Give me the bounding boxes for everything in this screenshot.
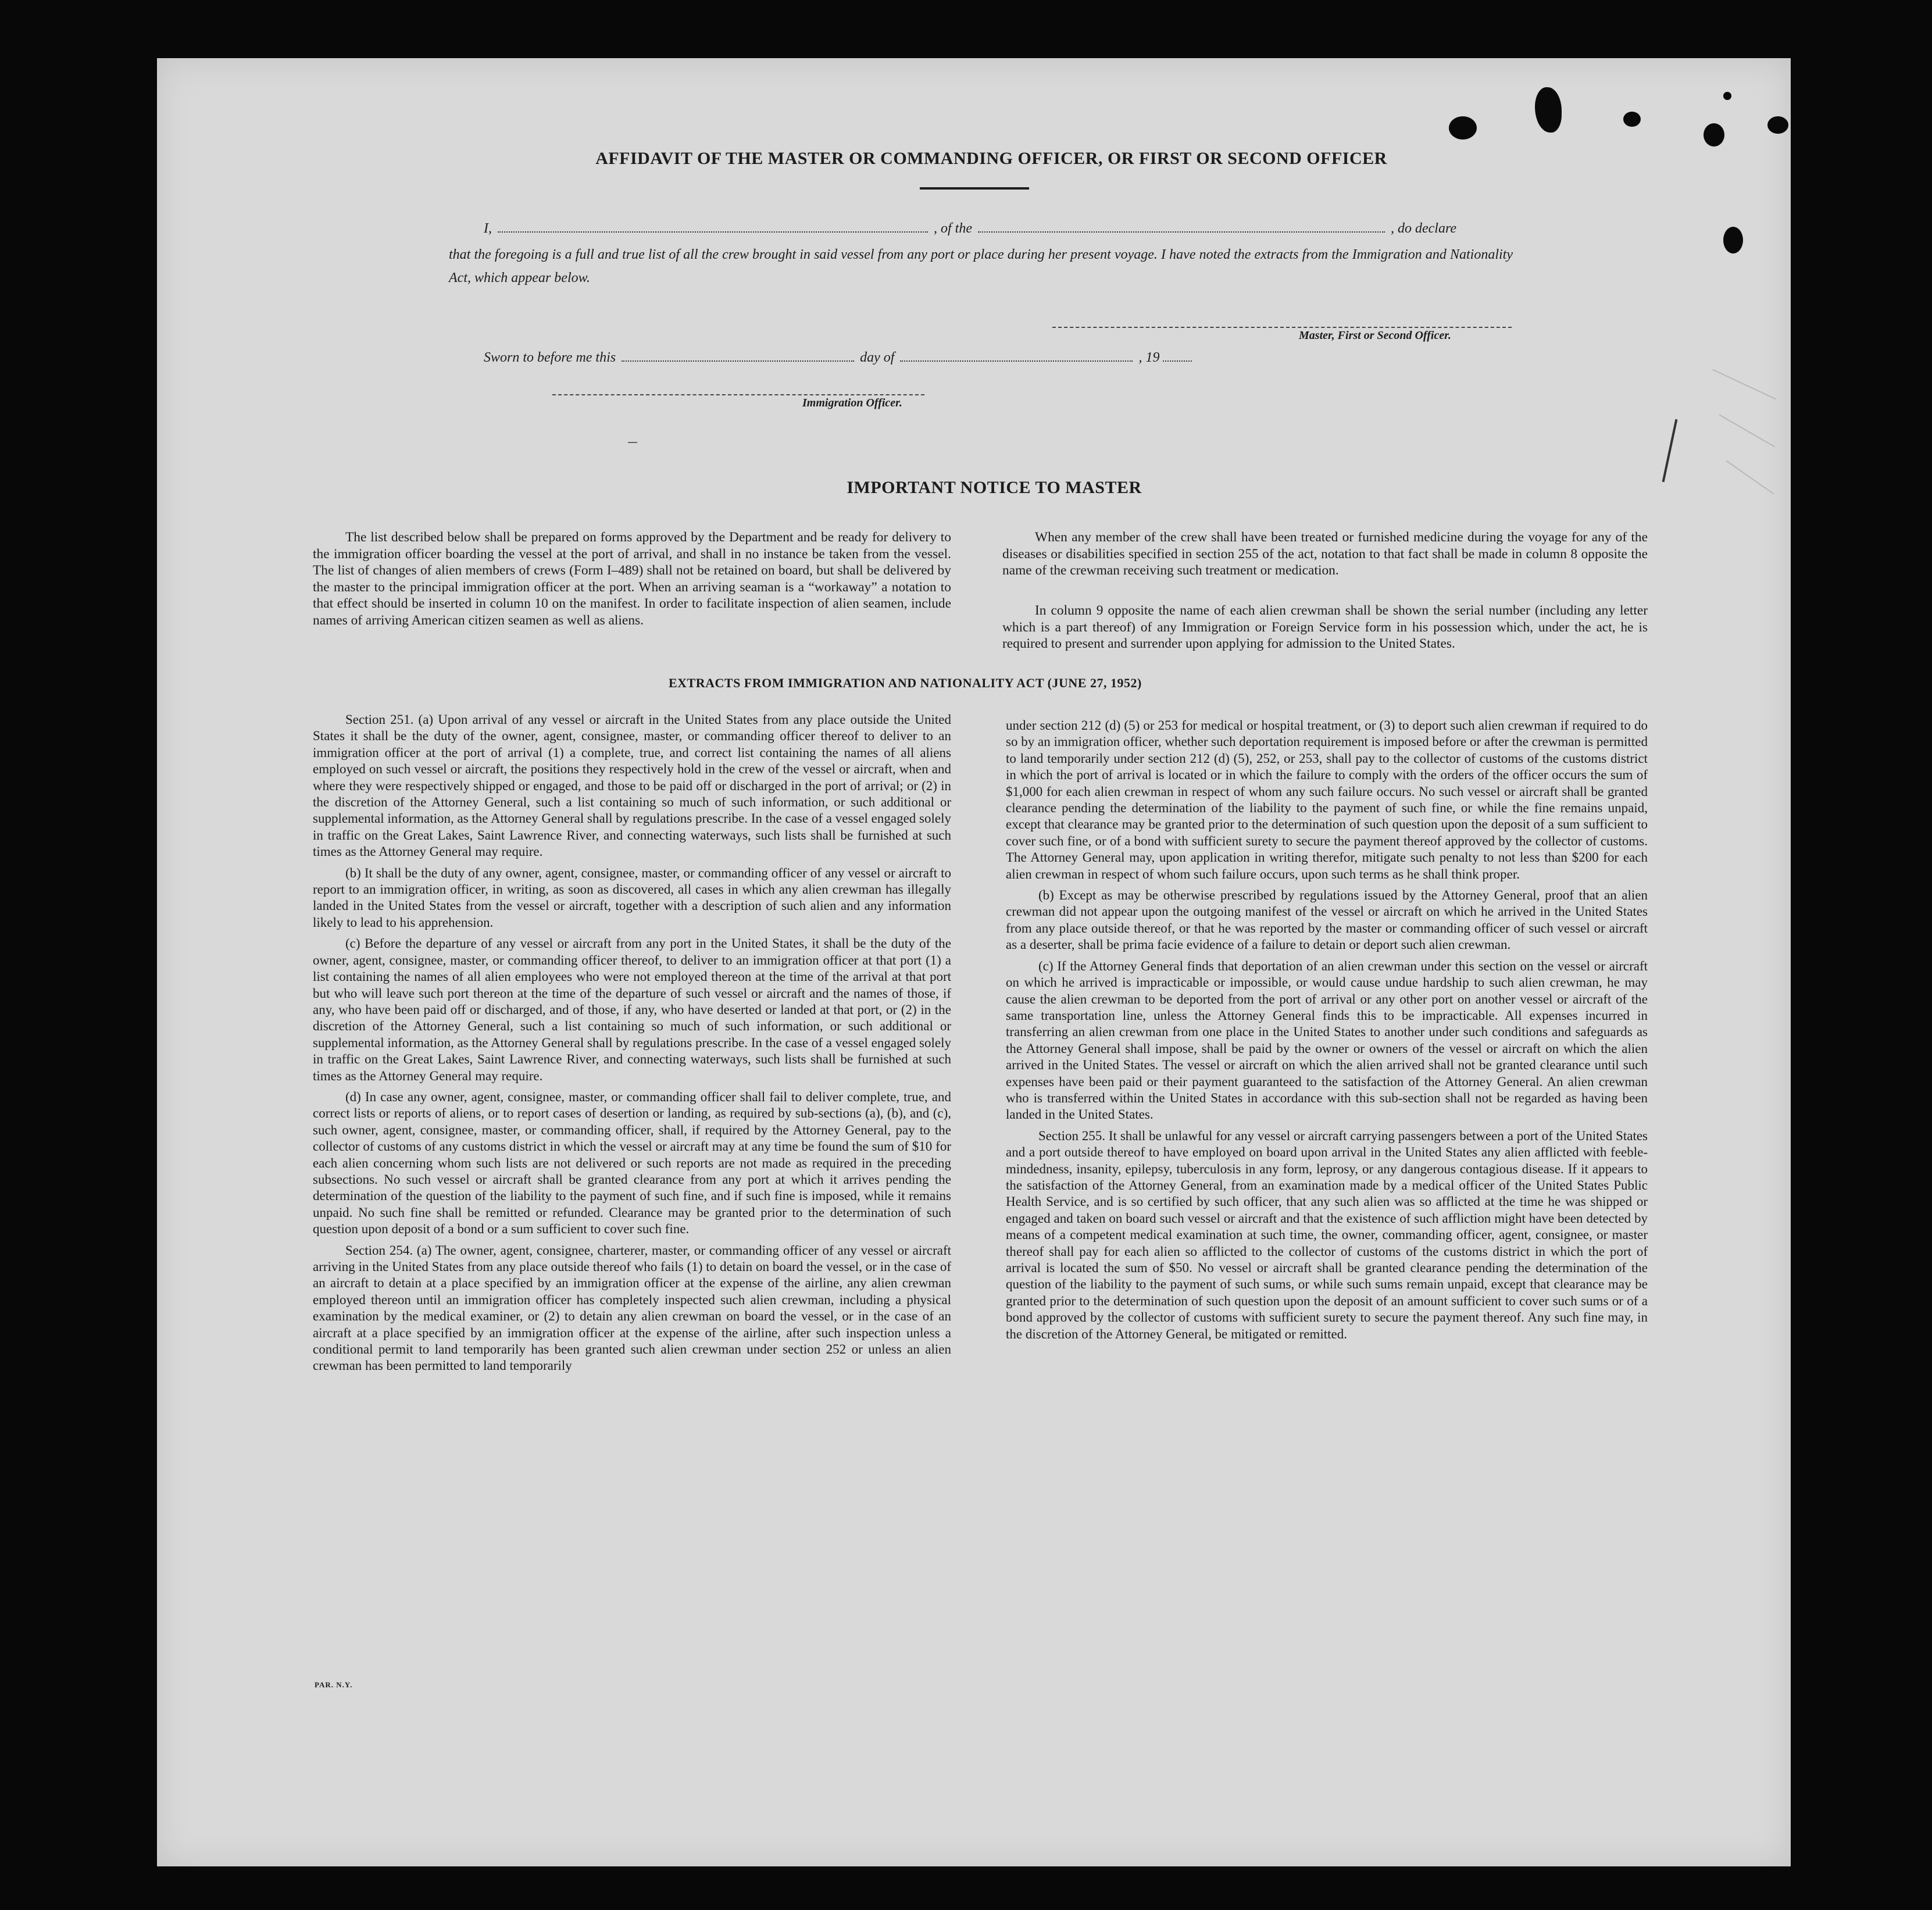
affidavit-title: AFFIDAVIT OF THE MASTER OR COMMANDING OFFICER, OR FIRST OR SECOND OFFICER bbox=[595, 149, 1387, 168]
immigration-officer-label: Immigration Officer. bbox=[802, 397, 902, 409]
sworn-month-field[interactable] bbox=[900, 350, 1133, 362]
section-255: Section 255. It shall be unlawful for any vessel or aircraft carrying passengers between a port of the United States and a port outside thereof to have employed on board upon arrival in the United States any alien afflicted with feeble-mindedness, insanity, epilepsy, tuberculosis in any form, leprosy, or any dangerous contagious disease. If it appears to the satisfaction of the Attorney General, from an examination made by a medical officer of the United States Public Health Service, and is so certified by such officer, that any such alien was so afflicted at the time he was shipped or engaged and taken on board such vessel or aircraft and that the existence of such affliction might have been detected by means of a competent medical examination at such time, the owner, commanding officer, agent, consignee, or master thereof shall pay for each alien so afflicted to the collector of customs of the customs district in which the port of arrival is located the sum of $50. No vessel or aircraft shall be granted clearance pending the determination of the question of the liability to the payment of such sums, or while such sums remain unpaid, except that clearance may be granted prior to the determination of such question upon the deposit of an amount sufficient to cover such sums or of a bond approved by the collector of customs with sufficient surety to secure the payment thereof. Any such fine may, in the discretion of the Attorney General, be mitigated or remitted. bbox=[1006, 1128, 1648, 1341]
declarant-i-label: I, bbox=[484, 221, 492, 236]
ink-blot bbox=[1449, 116, 1477, 140]
notice-title: IMPORTANT NOTICE TO MASTER bbox=[847, 478, 1142, 497]
form-page bbox=[157, 58, 1791, 1866]
ink-blot bbox=[1723, 227, 1743, 254]
section-254-a: Section 254. (a) The owner, agent, consignee, charterer, master, or commanding officer of any vessel or aircraft arriving in the United States from any place outside thereof who fails (1) to detain on board the vessel, or in the case of an aircraft to detain at a place specified by an immigration officer at the expense of the airline, any alien crewman employed thereon until an immigration officer has completely inspected such alien crewman, including a physical examination by the medical examiner, or (2) to detain any alien crewman on board the vessel, or in the case of an aircraft at a place specified by an immigration officer at the expense of the airline, after such inspection unless a conditional permit to land temporarily has been granted such alien crewman under section 252 or unless an alien crewman has been permitted to land temporarily bbox=[313, 1243, 951, 1373]
faint-mark bbox=[628, 442, 637, 443]
section-251-a: Section 251. (a) Upon arrival of any vessel or aircraft in the United States from any place outside the United States it shall be the duty of the owner, agent, consignee, master, or commanding officer thereof to deliver to an immigration officer at the port of arrival (1) a complete, true, and correct list containing the names of all aliens employed on such vessel or aircraft, the positions they respectively hold in the crew of the vessel or aircraft, when and where they were respectively shipped or engaged, and those to be paid off or discharged in the port of arrival; or (2) in the discretion of the Attorney General, such a list containing so much of such information, or such additional or supplemental information, as the Attorney General shall by regulations prescribe. In the case of a vessel engaged solely in traffic on the Great Lakes, Saint Lawrence River, and connecting waterways, such lists shall be furnished at such times as the Attorney General may require. bbox=[313, 712, 951, 859]
ink-blot bbox=[1535, 87, 1562, 133]
declaration-text: that the foregoing is a full and true list of all the crew brought in said vessel from any port or place during her present voyage. I have noted the extracts from the Immigration and Nationality Act, which appear below. bbox=[449, 247, 1513, 285]
ink-blot bbox=[1704, 123, 1724, 147]
notice-left-paragraph: The list described below shall be prepared on forms approved by the Department and be ready for delivery to the immigration officer boarding the vessel at the port of arrival, and shall in no instance be taken from the vessel. The list of changes of alien members of crews (Form I–489) shall not be retained on board, but shall be delivered by the master to the principal immigration officer at the port. When an arriving seaman is a “workaway” a notation to that effect should be inserted in column 10 on the manifest. In order to facilitate inspection of alien seamen, include names of arriving American citizen seamen as well as aliens. bbox=[313, 530, 951, 628]
immigration-officer-signature-line[interactable] bbox=[552, 394, 924, 395]
notice-right-paragraph-2: In column 9 opposite the name of each alien crewman shall be shown the serial number (including any letter which is a part thereof) of any Immigration or Foreign Service form in his possession which, under the act, he is required to present and surrender upon applying for admission to the United States. bbox=[1002, 603, 1648, 651]
sworn-date-field[interactable] bbox=[622, 350, 854, 362]
ink-blot bbox=[1723, 92, 1731, 100]
title-underline bbox=[920, 187, 1029, 190]
edge-scratch bbox=[1719, 415, 1775, 448]
extracts-left-column bbox=[313, 712, 951, 1379]
section-251-b: (b) It shall be the duty of any owner, agent, consignee, master, or commanding officer of any vessel or aircraft to report to an immigration officer, in writing, as soon as discovered, all cases in which any alien crewman has illegally landed in the United States from the vessel or aircraft, together with a description of such alien and any information likely to lead to his apprehension. bbox=[313, 865, 951, 930]
notice-right-paragraph-1: When any member of the crew shall have been treated or furnished medicine during the voyage for any of the diseases or disabilities specified in section 255 of the act, notation to that fact shall be made in column 8 opposite the name of the crewman receiving such treatment or medication. bbox=[1002, 530, 1648, 578]
section-254-b: (b) Except as may be otherwise prescribed by regulations issued by the Attorney General, proof that an alien crewman did not appear upon the outgoing manifest of the vessel or aircraft on which he arrived in the United States from any place outside thereof, or that he was reported by the master or commanding officer of such vessel or aircraft as a deserter, shall be prima facie evidence of a failure to detain or deport such alien crewman. bbox=[1006, 888, 1648, 952]
of-the-label: , of the bbox=[934, 221, 972, 236]
section-254-c: (c) If the Attorney General finds that deportation of an alien crewman under this section on the vessel or aircraft on which he arrived is impracticable or impossible, or would cause undue hardship to such alien crewman, he may cause the alien crewman to be deported from the port of arrival or any other port on another vessel or aircraft of the same transportation line, unless the Attorney General finds this to be impracticable. All expenses incurred in transferring an alien crewman from one place in the United States to another under such conditions and safeguards as the Attorney General shall impose, shall be paid by the owner or owners of the vessel or aircraft on which the alien arrived in the United States. The vessel or aircraft on which the alien arrived shall not be granted clearance until such expenses have been paid or their payment guaranteed to the satisfaction of the Attorney General. An alien crewman who is transferred within the United States in accordance with this sub-section shall not be regarded as having been landed in the United States. bbox=[1006, 958, 1648, 1122]
declarant-name-field[interactable] bbox=[498, 221, 928, 233]
edge-scratch bbox=[1712, 369, 1776, 400]
section-251-c: (c) Before the departure of any vessel or aircraft from any port in the United States, it shall be the duty of the owner, agent, consignee, master, or commanding officer thereof, to deliver to an immigration officer at that port (1) a list containing the names of all alien employees who were not employed thereon at the time of the arrival at that port but who will leave such port thereon at the time of the departure of such vessel or aircraft and the names of those, if any, who have been paid off or discharged, and of those, if any, who have deserted or landed at that port, or (2) in the discretion of the Attorney General, such a list containing so much of such information, or such additional or supplemental information, as the Attorney General shall by regulations prescribe. In the case of a vessel engaged solely in traffic on the Great Lakes, Saint Lawrence River, and connecting waterways, such lists shall be furnished at such times as the Attorney General may require. bbox=[313, 936, 951, 1083]
sworn-label: Sworn to before me this bbox=[484, 350, 616, 365]
extracts-right-column bbox=[1006, 717, 1648, 1347]
sworn-line bbox=[484, 349, 1194, 366]
ink-blot bbox=[1767, 116, 1788, 134]
extracts-title: EXTRACTS FROM IMMIGRATION AND NATIONALITY ACT (JUNE 27, 1952) bbox=[669, 676, 1142, 690]
master-signature-line[interactable] bbox=[1052, 327, 1512, 328]
declarant-line bbox=[484, 220, 1456, 237]
year-label: , 19 bbox=[1138, 350, 1160, 365]
ink-blot bbox=[1623, 112, 1641, 127]
master-signature-label: Master, First or Second Officer. bbox=[1299, 329, 1451, 342]
section-251-d: (d) In case any owner, agent, consignee, master, or commanding officer shall fail to deliver complete, true, and correct lists or reports of aliens, or to report cases of desertion or landing, as required by sub-sections (a), (b), and (c), such owner, agent, consignee, master, or commanding officer, shall, if required by the Attorney General, pay to the collector of customs of any customs district in which the vessel or aircraft may at any time be found the sum of $10 for each alien concerning whom such lists are not delivered or such reports are not made as required in the preceding subsections. No such vessel or aircraft shall be granted clearance from any port at which it arrives pending the determination of the question of the liability to the payment of such fine, and if such fine is imposed, while it remains unpaid. No such fine shall be remitted or refunded. Clearance may be granted prior to the determination of such question upon deposit of a bond or a sum sufficient to cover such fine. bbox=[313, 1089, 951, 1237]
day-of-label: day of bbox=[860, 350, 895, 365]
printer-mark: PAR. N.Y. bbox=[315, 1680, 353, 1689]
pencil-stroke bbox=[1662, 419, 1678, 482]
section-254-a-continued: under section 212 (d) (5) or 253 for medical or hospital treatment, or (3) to deport such alien crewman if required to do so by an immigration officer, whether such deportation requirement is imposed before or after the crewman is permitted to land temporarily under section 212 (d) (5), 252, or 253, shall pay to the collector of customs of the customs district in which the port of arrival is located or in which the failure to comply with the orders of the officer occurs the sum of $1,000 for each alien crewman in respect of whom any such failure occurs. No such vessel or aircraft shall be granted clearance pending the determination of the liability to the payment of such fine, or while the fine remains unpaid, except that clearance may be granted prior to the determination of such question upon the deposit of a sum sufficient to cover such fine, or of a bond with sufficient surety to secure the payment thereof approved by the collector of customs. The Attorney General may, upon application in writing therefor, mitigate such penalty to not less than $200 for each alien crewman in respect of whom such failure occurs, upon such terms as he shall think proper. bbox=[1006, 718, 1648, 881]
do-declare-label: , do declare bbox=[1391, 221, 1457, 236]
vessel-name-field[interactable] bbox=[978, 221, 1385, 233]
sworn-year-field[interactable] bbox=[1163, 350, 1192, 362]
